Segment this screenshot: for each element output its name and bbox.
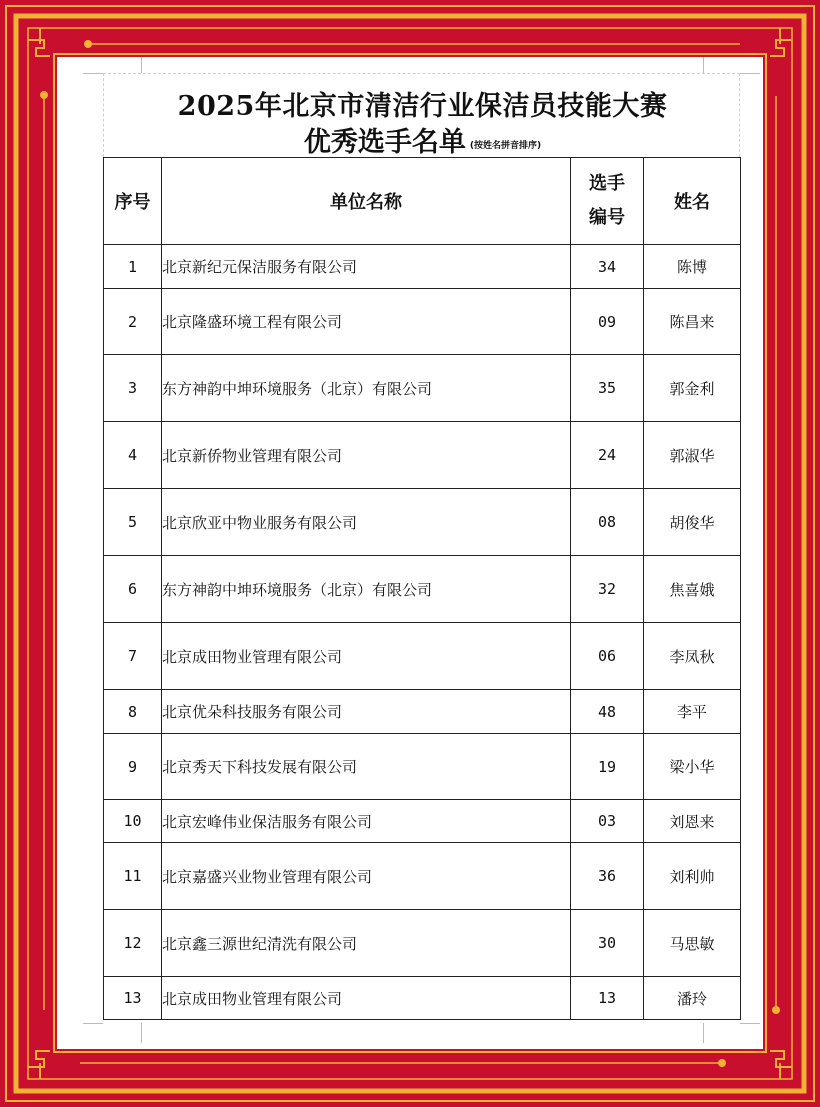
corner-ornament-top-left: [28, 28, 50, 56]
cell-number: 32: [571, 556, 644, 623]
cell-unit: 北京秀天下科技发展有限公司: [162, 734, 571, 800]
header-number-line2: 编号: [589, 207, 625, 228]
cell-seq: 7: [104, 623, 162, 690]
corner-ornament-top-right: [770, 28, 792, 56]
corner-ornament-bottom-right: [770, 1051, 792, 1079]
corner-ornament-bottom-left: [28, 1051, 50, 1079]
cell-number: 08: [571, 489, 644, 556]
cell-number: 48: [571, 690, 644, 734]
table-row: [104, 977, 741, 1020]
table-row: [104, 422, 741, 489]
crop-mark: [141, 1023, 142, 1043]
cell-unit: 北京隆盛环境工程有限公司: [162, 289, 571, 355]
cell-name: 马思敏: [644, 910, 741, 977]
cell-seq: 2: [104, 289, 162, 355]
cell-unit: 北京成田物业管理有限公司: [162, 977, 571, 1020]
cell-seq: 11: [104, 843, 162, 910]
cell-name: 刘利帅: [644, 843, 741, 910]
crop-mark: [740, 1023, 760, 1024]
cell-unit: 北京新侨物业管理有限公司: [162, 422, 571, 489]
cell-number: 09: [571, 289, 644, 355]
table-row: [104, 245, 741, 289]
cell-number: 35: [571, 355, 644, 422]
cell-name: 李平: [644, 690, 741, 734]
table-row: [104, 489, 741, 556]
cell-seq: 10: [104, 800, 162, 843]
bead-left: [40, 91, 48, 99]
sort-note: (按姓名拼音排序): [469, 141, 542, 151]
document-title: 2025年北京市清洁行业保洁员技能大赛: [177, 91, 668, 122]
cell-name: 郭金利: [644, 355, 741, 422]
table-header-row: [104, 158, 741, 245]
cell-name: 郭淑华: [644, 422, 741, 489]
table-row: [104, 623, 741, 690]
document-subtitle: 优秀选手名单: [303, 127, 466, 158]
table-row: [104, 800, 741, 843]
cell-number: 24: [571, 422, 644, 489]
header-number-line1: 选手: [589, 173, 625, 194]
table-row: [104, 910, 741, 977]
cell-unit: 北京成田物业管理有限公司: [162, 623, 571, 690]
header-number: [571, 158, 644, 245]
cell-number: 19: [571, 734, 644, 800]
cell-number: 06: [571, 623, 644, 690]
document-header: [103, 73, 740, 157]
cell-unit: 北京鑫三源世纪清洗有限公司: [162, 910, 571, 977]
cell-seq: 8: [104, 690, 162, 734]
bead-top: [84, 40, 92, 48]
cell-unit: 北京欣亚中物业服务有限公司: [162, 489, 571, 556]
crop-mark: [141, 57, 142, 73]
crop-mark: [703, 57, 704, 73]
cell-name: 陈博: [644, 245, 741, 289]
cell-name: 陈昌来: [644, 289, 741, 355]
table-row: [104, 556, 741, 623]
cell-seq: 9: [104, 734, 162, 800]
cell-name: 焦喜娥: [644, 556, 741, 623]
crop-mark: [703, 1023, 704, 1043]
table-row: [104, 289, 741, 355]
cell-number: 34: [571, 245, 644, 289]
crop-mark: [83, 1023, 103, 1024]
cell-seq: 3: [104, 355, 162, 422]
cell-seq: 4: [104, 422, 162, 489]
cell-unit: 东方神韵中坤环境服务（北京）有限公司: [162, 556, 571, 623]
cell-name: 李凤秋: [644, 623, 741, 690]
cell-seq: 6: [104, 556, 162, 623]
document-subtitle-row: [104, 120, 741, 159]
cell-seq: 12: [104, 910, 162, 977]
winners-table: [103, 157, 741, 1020]
cell-seq: 5: [104, 489, 162, 556]
cell-unit: 东方神韵中坤环境服务（北京）有限公司: [162, 355, 571, 422]
cell-name: 胡俊华: [644, 489, 741, 556]
cell-seq: 1: [104, 245, 162, 289]
table-row: [104, 734, 741, 800]
table-row: [104, 355, 741, 422]
cell-unit: 北京优朵科技服务有限公司: [162, 690, 571, 734]
header-name: 姓名: [644, 158, 741, 245]
cell-number: 03: [571, 800, 644, 843]
cell-unit: 北京宏峰伟业保洁服务有限公司: [162, 800, 571, 843]
document-content: [103, 73, 740, 1019]
header-seq: 序号: [104, 158, 162, 245]
cell-name: 梁小华: [644, 734, 741, 800]
bead-bottom: [718, 1059, 726, 1067]
cell-unit: 北京新纪元保洁服务有限公司: [162, 245, 571, 289]
table-row: [104, 690, 741, 734]
cell-name: 潘玲: [644, 977, 741, 1020]
crop-mark: [83, 73, 103, 74]
bead-right: [772, 1006, 780, 1014]
cell-number: 36: [571, 843, 644, 910]
cell-number: 13: [571, 977, 644, 1020]
cell-name: 刘恩来: [644, 800, 741, 843]
table-row: [104, 843, 741, 910]
cell-unit: 北京嘉盛兴业物业管理有限公司: [162, 843, 571, 910]
document-paper: [57, 57, 763, 1049]
header-unit: 单位名称: [162, 158, 571, 245]
crop-mark: [740, 73, 760, 74]
cell-seq: 13: [104, 977, 162, 1020]
cell-number: 30: [571, 910, 644, 977]
